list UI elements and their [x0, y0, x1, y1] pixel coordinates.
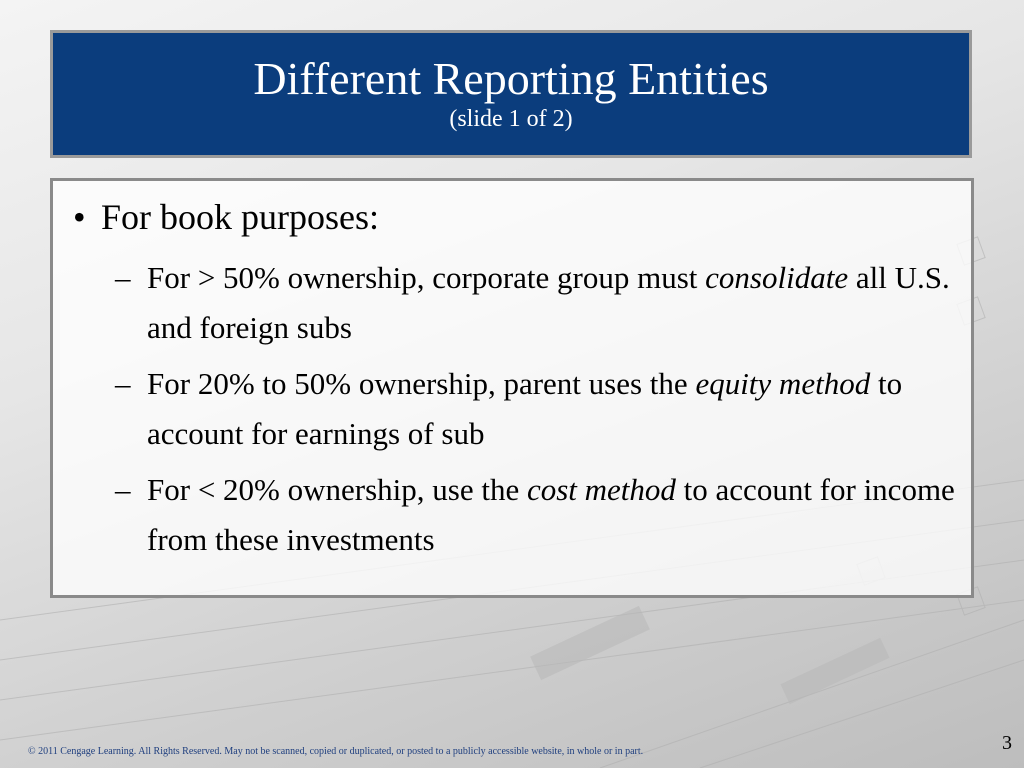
- text-segment: For 20% to 50% ownership, parent uses the: [147, 366, 696, 401]
- sub-bullet-text: [147, 253, 955, 353]
- page-number: 3: [1002, 732, 1012, 754]
- emphasis-text: equity method: [695, 366, 871, 401]
- sub-bullet-text: [147, 465, 955, 565]
- emphasis-text: consolidate: [705, 260, 849, 295]
- text-segment: For > 50% ownership, corporate group must: [147, 260, 706, 295]
- copyright-footer: © 2011 Cengage Learning. All Rights Reserved. May not be scanned, copied or duplicated, or posted to a publicly accessible website, in whole or in part.: [28, 746, 644, 757]
- slide-subtitle: (slide 1 of 2): [449, 106, 573, 132]
- dash-symbol: –: [115, 472, 131, 507]
- text-segment: all U.S. and foreign subs: [147, 260, 950, 345]
- sub-bullet-list: [115, 253, 955, 571]
- bullet-symbol: •: [73, 197, 86, 237]
- slide-title: Different Reporting Entities: [253, 53, 769, 104]
- sub-bullet-item: [115, 465, 955, 565]
- bullet-text: For book purposes:: [101, 197, 379, 237]
- sub-bullet-text: [147, 359, 955, 459]
- title-banner: [50, 30, 972, 158]
- content-panel: [50, 178, 974, 598]
- text-segment: For < 20% ownership, use the: [147, 472, 527, 507]
- bullet-item: [73, 195, 379, 239]
- text-segment: to account for income from these investments: [147, 472, 955, 557]
- sub-bullet-item: [115, 253, 955, 353]
- emphasis-text: cost method: [526, 472, 676, 507]
- text-segment: to account for earnings of sub: [147, 366, 903, 451]
- dash-symbol: –: [115, 366, 131, 401]
- dash-symbol: –: [115, 260, 131, 295]
- sub-bullet-item: [115, 359, 955, 459]
